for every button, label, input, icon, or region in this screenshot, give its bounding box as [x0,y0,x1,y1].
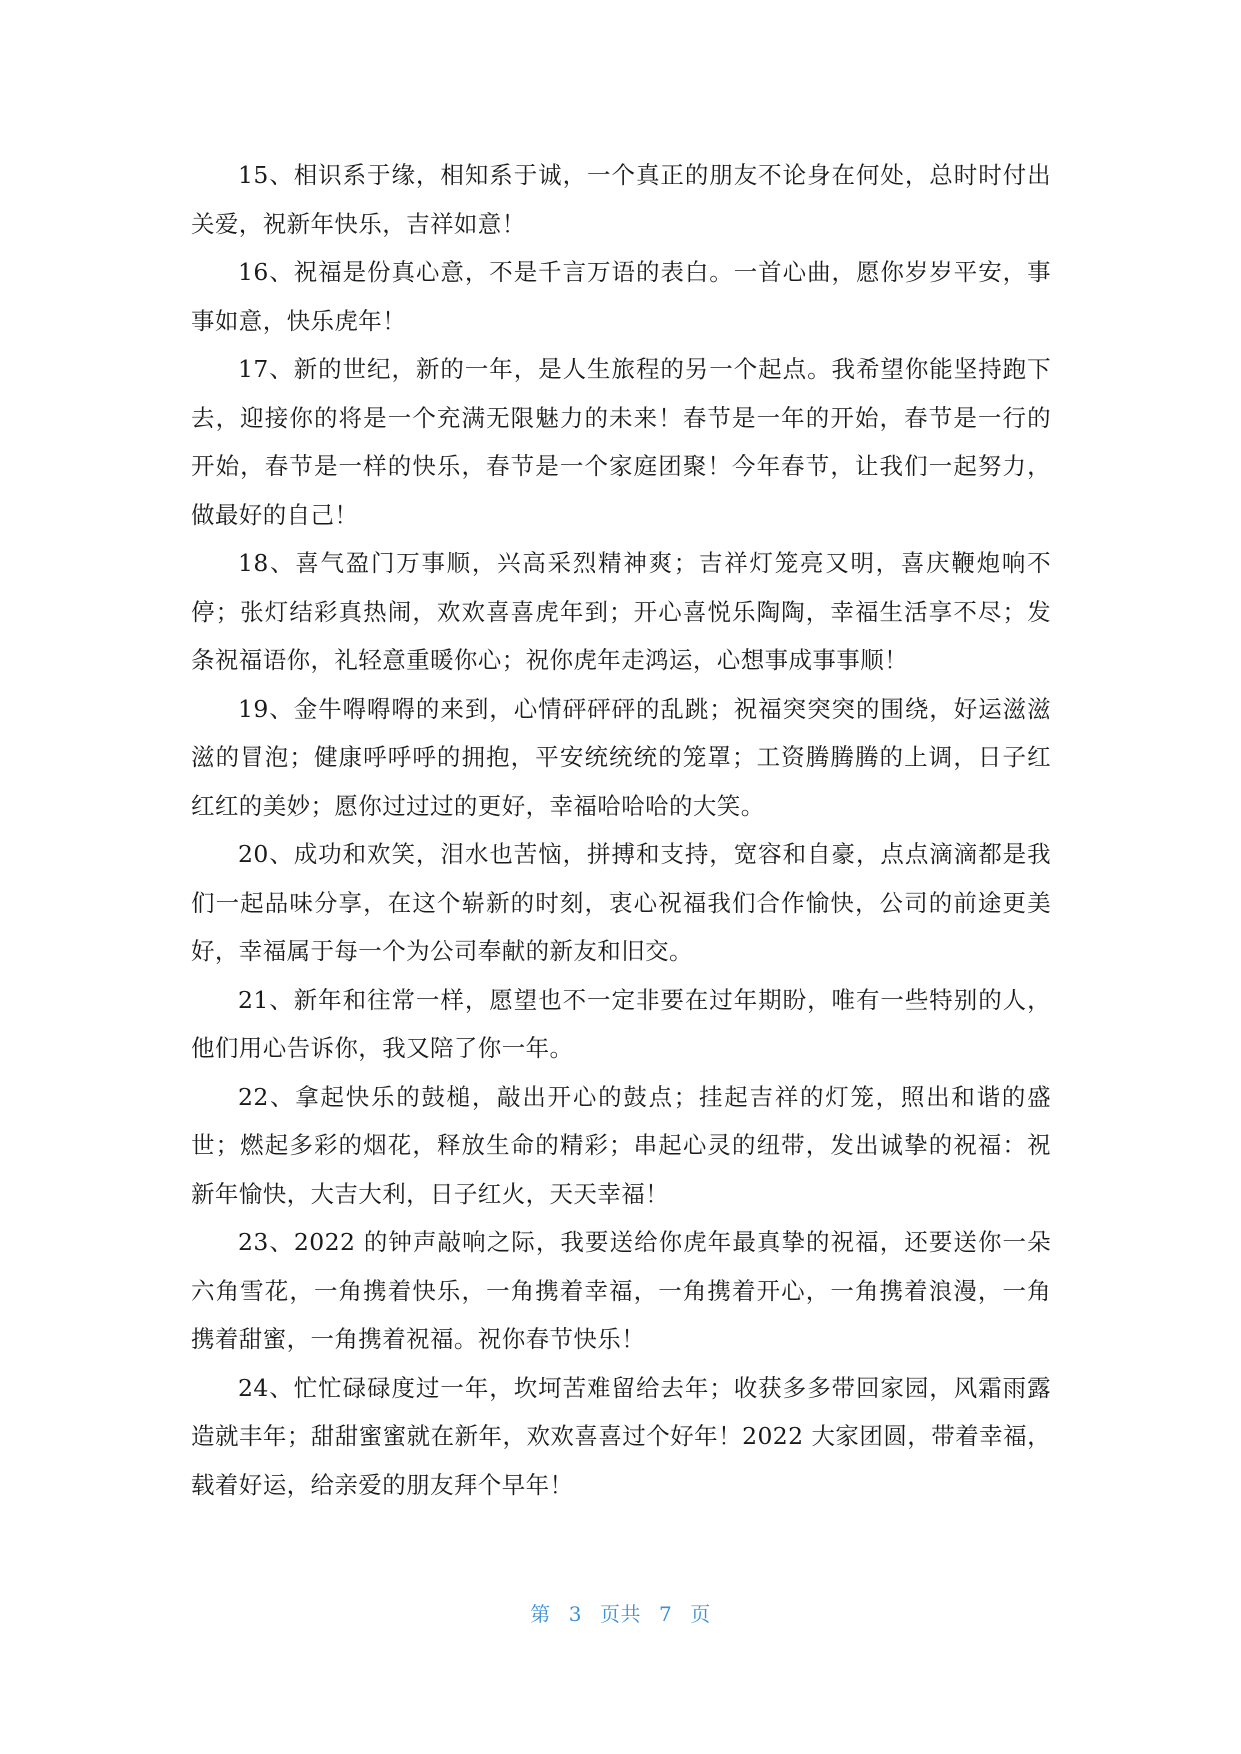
document-body [191,151,1051,1509]
footer-total-pages: 7 [659,1602,673,1626]
footer-middle: 页共 [600,1602,641,1626]
paragraph-21: 21、新年和往常一样，愿望也不一定非要在过年期盼，唯有一些特别的人，他们用心告诉你，我又陪了你一年。 [191,985,1051,1062]
footer-prefix: 第 [530,1602,551,1626]
paragraph-22: 22、拿起快乐的鼓槌，敲出开心的鼓点；挂起吉祥的灯笼，照出和谐的盛世；燃起多彩的烟花，释放生命的精彩；串起心灵的纽带，发出诚挚的祝福：祝新年愉快，大吉大利，日子红火，天天幸福！ [191,1082,1051,1208]
paragraph-18: 18、喜气盈门万事顺，兴高采烈精神爽；吉祥灯笼亮又明，喜庆鞭炮响不停；张灯结彩真热闹，欢欢喜喜虎年到；开心喜悦乐陶陶，幸福生活享不尽；发条祝福语你，礼轻意重暖你心；祝你虎年走鸿运，心想事成事事顺！ [191,549,1051,674]
paragraph-15: 15、相识系于缘，相知系于诚，一个真正的朋友不论身在何处，总时时付出关爱，祝新年快乐，吉祥如意！ [191,161,1051,238]
paragraph-17: 17、新的世纪，新的一年，是人生旅程的另一个起点。我希望你能坚持跑下去，迎接你的将是一个充满无限魅力的未来！春节是一年的开始，春节是一行的开始，春节是一样的快乐，春节是一个家庭团聚！今年春节，让我们一起努力，做最好的自己！ [191,355,1051,529]
footer-current-page: 3 [568,1602,582,1626]
paragraph-16: 16、祝福是份真心意，不是千言万语的表白。一首心曲，愿你岁岁平安，事事如意，快乐虎年！ [191,258,1051,335]
paragraph-23: 23、2022 的钟声敲响之际，我要送给你虎年最真挚的祝福，还要送你一朵六角雪花，一角携着快乐，一角携着幸福，一角携着开心，一角携着浪漫，一角携着甜蜜，一角携着祝福。祝你春节快乐！ [191,1228,1051,1353]
page-footer [0,1598,1241,1627]
paragraph-24: 24、忙忙碌碌度过一年，坎坷苦难留给去年；收获多多带回家园，风霜雨露造就丰年；甜甜蜜蜜就在新年，欢欢喜喜过个好年！2022 大家团圆，带着幸福，载着好运，给亲爱的朋友拜个早年！ [191,1373,1051,1499]
paragraph-19: 19、金牛嘚嘚嘚的来到，心情砰砰砰的乱跳；祝福突突突的围绕，好运滋滋滋的冒泡；健康呼呼呼的拥抱，平安统统统的笼罩；工资腾腾腾的上调，日子红红红的美妙；愿你过过过的更好，幸福哈哈哈的大笑。 [191,694,1051,820]
footer-suffix: 页 [690,1602,711,1626]
paragraph-20: 20、成功和欢笑，泪水也苦恼，拼搏和支持，宽容和自豪，点点滴滴都是我们一起品味分享，在这个崭新的时刻，衷心祝福我们合作愉快，公司的前途更美好，幸福属于每一个为公司奉献的新友和旧交。 [191,840,1051,965]
